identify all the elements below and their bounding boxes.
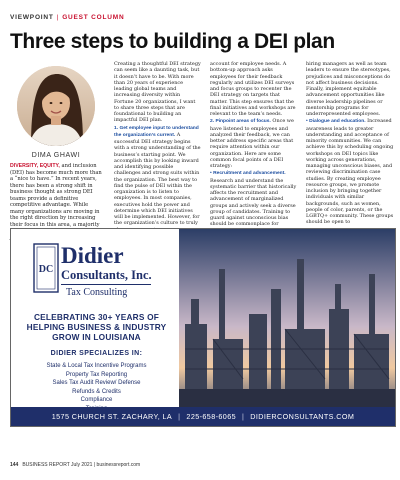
page-number: 144 [10,462,19,468]
celebrate-line: CELEBRATING 30+ YEARS OF [33,312,160,322]
refinery-photo-icon [179,229,395,407]
ad-phone[interactable]: 225-658-6065 [186,412,236,421]
column-paragraph: account for employee needs. A bottom-up approach asks employees for their feedback regularly and utilizes DEI surveys and focus groups to recenter the DEI strategy on targets that matter. This step ensures that the final initiatives and workshops are relevant to the team’s needs. [210,61,296,117]
ad-celebrate-headline [19,312,174,342]
column-paragraph: hiring managers as well as team leaders to ensure the stereotypes, prejudices and misconceptions do not affect business decisions. Finally, implement equitable advancement opportunities like diverse leadership pipelines or mentorship programs for underrepresented employees. [306,61,391,117]
subsection-label: GUEST COLUMN [62,14,125,21]
service-item: Refunds & Credits [72,388,121,395]
ad-brand-name: Didier [61,243,124,268]
page-folio [10,462,140,468]
ad-services-list [19,362,174,414]
service-item: State & Local Tax Incentive Programs [46,363,147,369]
didier-advertisement[interactable] [10,228,396,427]
ad-brand-tagline: Tax Consulting [66,287,128,298]
bullet-heading-dialogue: • Dialogue and education. [306,119,366,125]
contact-separator: | [241,412,245,421]
step-body-2: Once we have listened to employees and analyzed their feedback, we can better address specific areas that require attention within our organization. Here are some common focal points of a DEI strategy: [210,118,294,169]
service-item: Compliance [80,397,113,404]
ad-brand-subtitle: Consultants, Inc. [61,268,152,282]
step-heading-2: 2. Pinpoint areas of focus. [210,119,271,125]
column-paragraph: Creating a thoughtful DEI strategy can seem like a daunting task, but it doesn’t have to be. With more than 20 years of experience leading global teams and increasing diversity within Fortune 20 organizations, I want to share three steps that are foundational to building an impactful DEI plan. [114,61,201,124]
column-paragraph [306,118,394,225]
folio-publication: BUSINESS REPORT July 2021 | businessreport.com [22,462,141,468]
ad-address: 1575 CHURCH ST. ZACHARY, LA [51,412,173,421]
section-separator: | [56,14,60,21]
svg-text:DC: DC [38,264,54,275]
author-portrait [17,66,95,146]
article-column-1 [114,61,201,234]
step-heading-1: 1. Get employee input to understand the organization’s current. [114,125,199,138]
column-paragraph [210,170,297,227]
step-body-1: A successful DEI strategy begins with a strong understanding of the business’s starting point. We accomplish this by looking inward and identifying possible challenges and strong suits within the organization. The best way to find the pulse of DEI within the organization is to listen to employees. In most companies, executives hold the power and determine which DEI initiatives will be implemented. However, for the organization’s culture to truly [114,131,201,227]
article-column-3 [306,61,394,227]
bullet-body-dialogue: Increased awareness leads to greater understanding and acceptance of minority communities. We can achieve this by scheduling ongoing workshops on DEI topics like working across generations, managing unconscious biases, and reviewing discrimination case studies. By creating employee resource groups, we promote inclusion by bringing together individuals with similar backgrounds, such as women, people of color, parents, or the LGBTQ+ community. These groups should be open to [306,118,394,226]
author-name: DIMA GHAWI [31,152,81,159]
portrait-photo-icon [17,66,95,146]
ad-specializes-heading: DIDIER SPECIALIZES IN: [50,350,143,357]
service-item: Sales Tax Audit Review/ Defense [52,380,141,387]
celebrate-line: HELPING BUSINESS & INDUSTRY [26,322,167,332]
ad-contact-bar[interactable] [11,407,395,426]
service-item: Property Tax Reporting [65,371,128,378]
intro-lead: DIVERSITY, EQUITY, [10,163,60,169]
section-tag [10,14,125,21]
column-paragraph [210,118,297,169]
ad-brand-rule [61,284,151,285]
article-headline: Three steps to building a DEI plan [10,30,335,53]
bullet-body-recruitment: Research and understand the systematic barrier that historically affects the recruitment and advancement of marginalized groups and actively seek a diverse group of candidates. Training to guard against unconscious bias should be commonplace for [210,177,297,228]
ad-text-panel [11,229,179,407]
ad-website-link[interactable]: DIDIERCONSULTANTS.COM [250,412,355,421]
section-label: VIEWPOINT [10,14,54,21]
celebrate-line: GROW IN LOUISIANA [52,332,141,342]
bullet-heading-recruitment: • Recruitment and advancement. [210,171,286,177]
column-paragraph [114,125,201,233]
intro-body: and inclusion (DEI) has become much more than a “nice to have.” In recent years, there has been a strong shift in business thought as strong DEI teams provide a definitive competitive advantage. While many organizations are moving in the right direction by increasing their focus in this area, a majority [10,163,102,228]
dc-monogram-logo-icon [33,243,59,297]
contact-separator: | [178,412,181,421]
article-column-2 [210,61,297,229]
